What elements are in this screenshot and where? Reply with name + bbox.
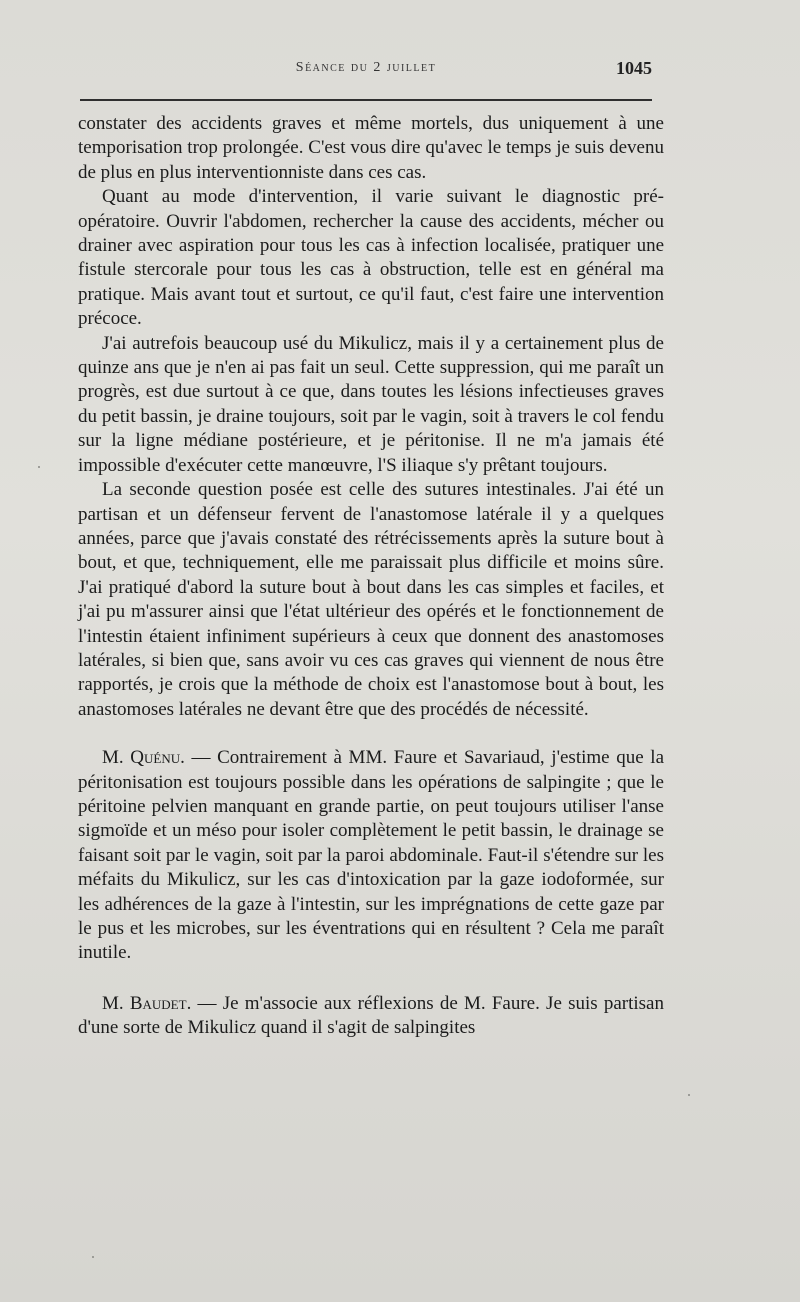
speech-baudet (78, 992, 664, 1041)
speaker-name: M. Baudet. (102, 992, 192, 1014)
paragraph-intestinal-sutures: La seconde question posée est celle des sutures intestinales. J'ai été un partisan et un défenseur fervent de l'anastomose latérale il y a quelques années, parce que j'avais constaté des rétrécissements après la suture bout à bout, et que, techniquement, elle me paraissait plus difficile et moins sûre. J'ai pratiqué d'abord la suture bout à bout dans les cas simples et faciles, et j'ai pu m'assurer ainsi que l'état ultérieur des opérés et le fonctionnement de l'intestin étaient infiniment supérieurs à ceux que donnent des anastomoses latérales, si bien que, sans avoir vu ces cas graves qui viennent de nous être rapportés, je crois que la méthode de choix est l'anastomose bout à bout, les anastomoses latérales ne devant être que des procédés de nécessité. (78, 479, 664, 720)
speech-text: — Je m'associe aux réflexions de M. Faure. Je suis partisan d'une sorte de Mikulicz quand il s'agit de salpingites (78, 992, 664, 1039)
speaker-name: M. Quénu. (102, 747, 185, 769)
paper-speck (688, 1094, 690, 1096)
body-text (78, 112, 664, 1041)
paragraph-continuation: constater des accidents graves et même mortels, dus uniquement à une temporisation trop prolongée. C'est vous dire qu'avec le temps je suis devenu de plus en plus interventionniste dans ces cas. (78, 113, 664, 183)
header-rule (80, 99, 652, 102)
paragraph-mikulicz: J'ai autrefois beaucoup usé du Mikulicz, mais il y a certainement plus de quinze ans que je n'en ai pas fait un seul. Cette suppression, qui me paraît un progrès, est due surtout à ce que, dans toutes les lésions infectieuses graves du petit bassin, je draine toujours, soit par le vagin, soit à travers le col fendu sur la ligne médiane postérieure, et je péritonise. Il ne m'a jamais été impossible d'exécuter cette manœuvre, l'S iliaque s'y prêtant toujours. (78, 332, 664, 476)
paper-speck (38, 466, 40, 468)
paragraph-intervention-mode: Quant au mode d'intervention, il varie suivant le diagnostic pré-opératoire. Ouvrir l'abdomen, rechercher la cause des accidents, mécher ou drainer avec aspiration pour tous les cas à infection localisée, pratiquer une fistule stercorale pour tous les cas à obstruction, telle est en général ma pratique. Mais avant tout et surtout, ce qu'il faut, c'est faire une intervention précoce. (78, 186, 664, 330)
paper-speck (92, 1256, 94, 1258)
speech-quenu (78, 746, 664, 966)
running-head: Séance du 2 juillet (295, 60, 437, 75)
speech-text: — Contrairement à MM. Faure et Savariaud, j'estime que la péritonisation est toujours possible dans les opérations de salpingite ; que le péritoine pelvien manquant en grande partie, on peut toujours utiliser l'anse sigmoïde et un méso pour isoler complètement le petit bassin, le drainage se faisant soit par le vagin, soit par la paroi abdominale. Faut-il s'étendre sur les méfaits du Mikulicz, sur les cas d'intoxication par la gaze iodoformée, sur les adhérences de la gaze à l'intestin, sur les imprégnations de cette gaze par le pus et les microbes, sur les éventrations qui en résultent ? Cela me paraît inutile. (78, 747, 665, 964)
page-header (80, 58, 652, 88)
page-number: 1045 (616, 58, 652, 78)
